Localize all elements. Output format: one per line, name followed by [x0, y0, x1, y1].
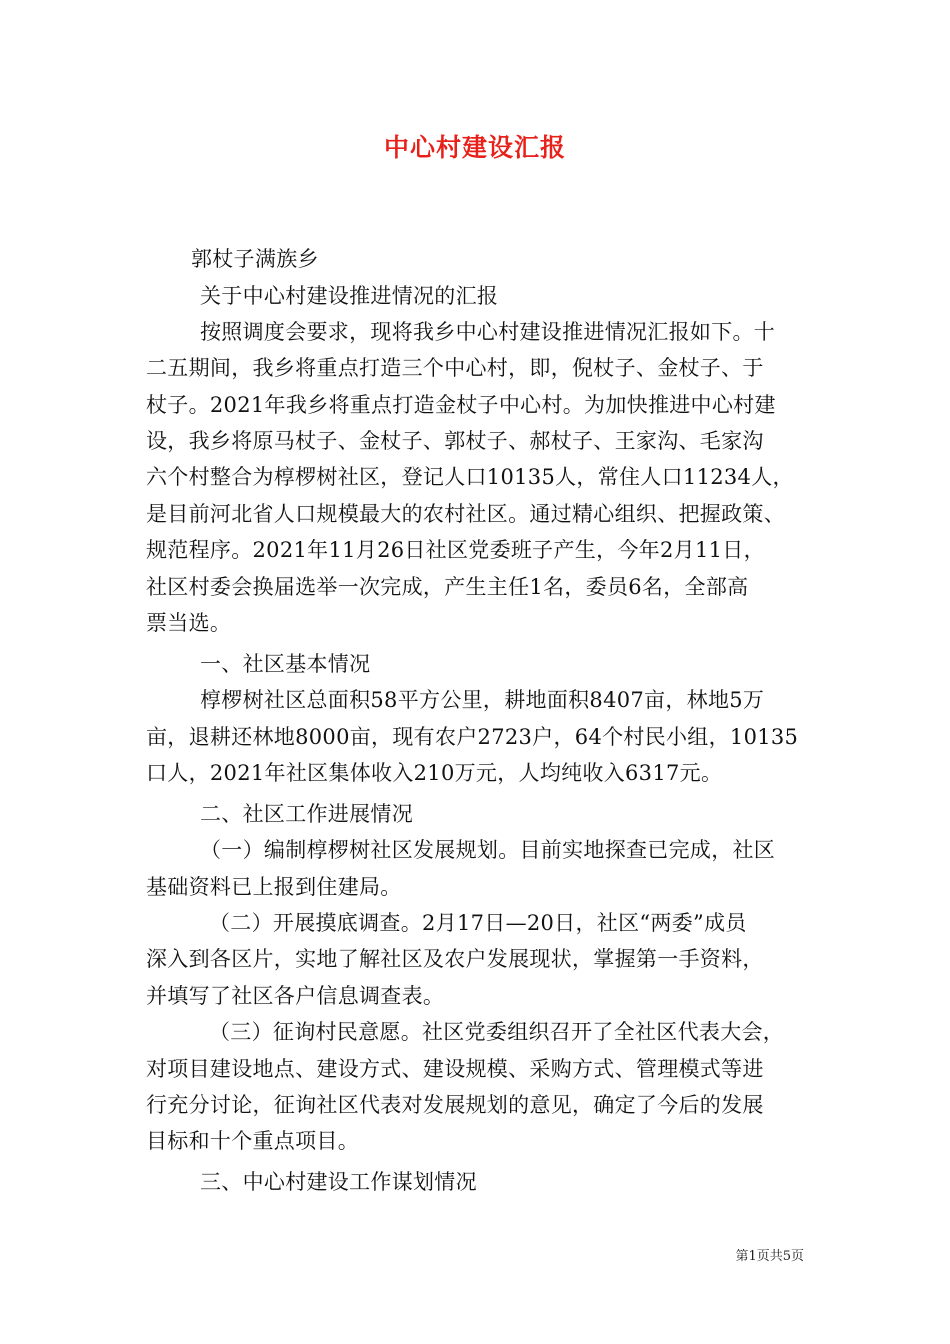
text-line: 并填写了社区各户信息调查表。	[146, 984, 445, 1008]
text-line: 目标和十个重点项目。	[146, 1129, 359, 1153]
page-number: 第1页共5页	[735, 1249, 804, 1264]
text-line: 社区村委会换届选举一次完成，产生主任1名，委员6名，全部高	[146, 575, 749, 599]
document-title: 中心村建设汇报	[383, 133, 566, 162]
text-line: 规范程序。2021年11月26日社区党委班子产生，今年2月11日，	[146, 538, 765, 562]
text-line: 对项目建设地点、建设方式、建设规模、采购方式、管理模式等进	[146, 1057, 764, 1081]
text-line: （三）征询村民意愿。社区党委组织召开了全社区代表大会，	[209, 1020, 785, 1044]
text-line: 杖子。2021年我乡将重点打造金杖子中心村。为加快推进中心村建	[146, 393, 776, 417]
text-line: 设，我乡将原马杖子、金杖子、郭杖子、郝杖子、王家沟、毛家沟	[146, 429, 764, 453]
text-line: 郭杖子满族乡	[191, 247, 319, 271]
text-line: （二）开展摸底调查。2月17日—20日，社区“两委”成员	[209, 911, 747, 935]
text-line: 是目前河北省人口规模最大的农村社区。通过精心组织、把握政策、	[146, 502, 785, 526]
text-line: 六个村整合为椁椤树社区，登记人口10135人，常住人口11234人，	[146, 465, 794, 489]
section-heading: 三、中心村建设工作谋划情况	[200, 1170, 477, 1194]
text-line: 椁椤树社区总面积58平方公里，耕地面积8407亩，林地5万	[200, 688, 765, 712]
text-line: 按照调度会要求，现将我乡中心村建设推进情况汇报如下。十	[200, 320, 776, 344]
text-line: 行充分讨论，征询社区代表对发展规划的意见，确定了今后的发展	[146, 1093, 764, 1117]
text-line: 票当选。	[146, 611, 232, 635]
text-line: 深入到各区片，实地了解社区及农户发展现状，掌握第一手资料，	[146, 947, 764, 971]
section-heading: 一、社区基本情况	[200, 652, 371, 676]
text-line: 关于中心村建设推进情况的汇报	[200, 284, 499, 308]
text-line: 亩，退耕还林地8000亩，现有农户2723户，64个村民小组，10135	[146, 725, 799, 749]
text-line: 口人，2021年社区集体收入210万元，人均纯收入6317元。	[146, 761, 723, 785]
text-line: 基础资料已上报到住建局。	[146, 875, 402, 899]
section-heading: 二、社区工作进展情况	[200, 802, 413, 826]
text-line: 二五期间，我乡将重点打造三个中心村，即，倪杖子、金杖子、于	[146, 356, 764, 380]
text-line: （一）编制椁椤树社区发展规划。目前实地探查已完成，社区	[200, 838, 776, 862]
